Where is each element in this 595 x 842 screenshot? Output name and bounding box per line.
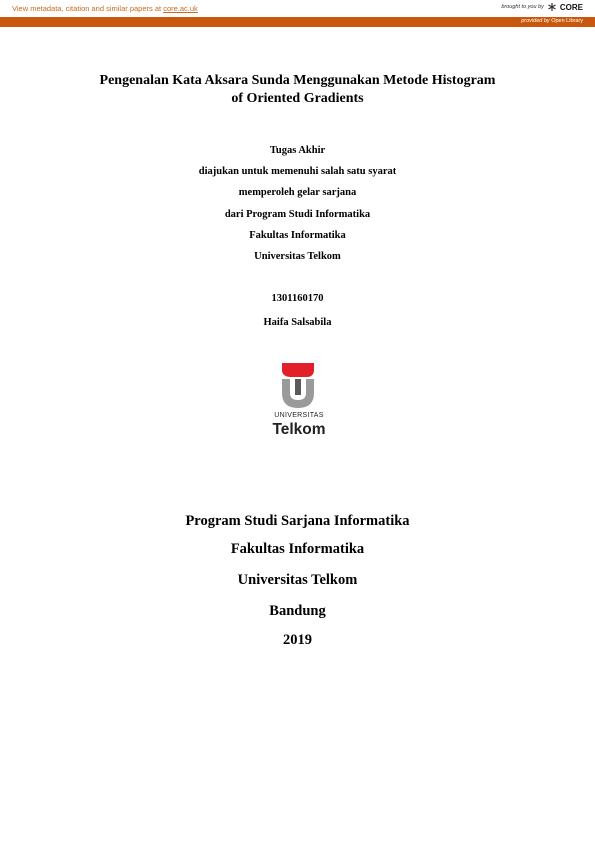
core-metadata-text bbox=[12, 4, 198, 13]
core-banner bbox=[0, 0, 595, 17]
logo-upper-text: UNIVERSITAS bbox=[274, 412, 324, 419]
core-logo-icon bbox=[547, 2, 557, 12]
logo-lower-text: Telkom bbox=[272, 421, 326, 437]
thesis-title bbox=[0, 72, 595, 108]
footer-year: 2019 bbox=[283, 632, 312, 648]
student-id: 1301160170 bbox=[271, 293, 324, 304]
core-brand[interactable] bbox=[501, 2, 583, 12]
title-line-2: of Oriented Gradients bbox=[231, 91, 364, 106]
core-metadata-label: View metadata, citation and similar papers at bbox=[12, 4, 164, 13]
core-link[interactable]: core.ac.uk bbox=[163, 4, 198, 13]
degree-line: memperoleh gelar sarjana bbox=[238, 187, 357, 198]
telkom-university-logo bbox=[267, 363, 331, 437]
footer-program: Program Studi Sarjana Informatika bbox=[185, 513, 410, 529]
program-line: dari Program Studi Informatika bbox=[224, 209, 371, 220]
brought-to-you-label: brought to you by bbox=[501, 4, 544, 10]
provided-by-strip bbox=[0, 17, 595, 27]
title-line-1: Pengenalan Kata Aksara Sunda Menggunakan Metode Histogram bbox=[99, 73, 496, 88]
purpose-line: diajukan untuk memenuhi salah satu syarat bbox=[198, 166, 397, 177]
thesis-type: Tugas Akhir bbox=[269, 145, 326, 156]
university-line: Universitas Telkom bbox=[254, 251, 341, 262]
footer-university: Universitas Telkom bbox=[237, 572, 358, 588]
provided-by-text bbox=[521, 18, 583, 24]
provided-source[interactable]: Open Library bbox=[551, 18, 583, 24]
footer-faculty: Fakultas Informatika bbox=[230, 541, 365, 557]
student-name: Haifa Salsabila bbox=[263, 317, 332, 328]
core-name: CORE bbox=[559, 2, 583, 12]
provided-by-label: provided by bbox=[521, 18, 550, 24]
footer-city: Bandung bbox=[269, 603, 326, 619]
faculty-line: Fakultas Informatika bbox=[249, 230, 346, 241]
